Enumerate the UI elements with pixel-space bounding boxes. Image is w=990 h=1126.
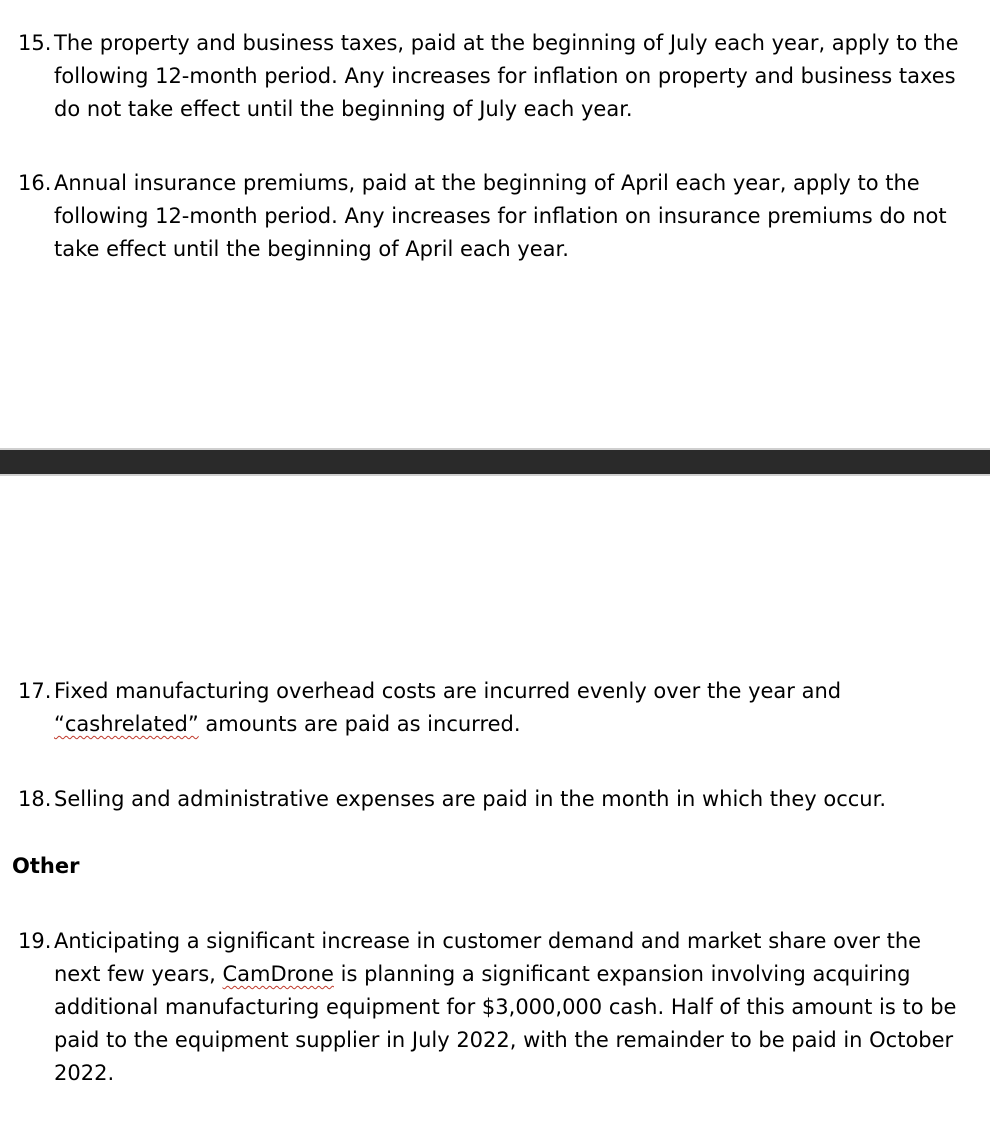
item-text-tail: is planning a significant expansion involving acquiring additional manufacturing equipment for $3,000,000 cash. Half of this amount is to be paid to the equipment supplier in July 2022, with the remainder to be paid in October 2022. — [54, 962, 957, 1085]
item-text-lead: Anticipating a significant increase in customer demand and market share over the next few years, — [54, 929, 922, 986]
list-item-17 — [18, 675, 968, 741]
item-text — [54, 675, 968, 741]
item-text: Annual insurance premiums, paid at the beginning of April each year, apply to the following 12-month period. Any increases for inflation on insurance premiums do not take effect until the beginning of April each year. — [54, 171, 947, 261]
list-item-15 — [18, 27, 968, 126]
item-text: Selling and administrative expenses are paid in the month in which they occur. — [54, 787, 887, 811]
item-text-tail: amounts are paid as incurred. — [198, 712, 521, 736]
item-number: 18. — [18, 787, 52, 811]
item-text-lead: Fixed manufacturing overhead costs are incurred evenly over the year and — [54, 679, 842, 703]
item-number: 19. — [18, 929, 52, 953]
page-break-band — [0, 448, 990, 476]
section-heading-other: Other — [12, 854, 80, 878]
spellcheck-flagged-word[interactable]: “cashrelated” — [54, 712, 199, 736]
list-item-18 — [18, 783, 968, 816]
item-number: 15. — [18, 31, 52, 55]
list-item-16 — [18, 167, 968, 266]
spellcheck-flagged-word[interactable]: CamDrone — [222, 962, 334, 986]
item-number: 16. — [18, 171, 52, 195]
item-text: The property and business taxes, paid at the beginning of July each year, apply to the following 12-month period. Any increases for inflation on property and business taxes do not take effect until the beginning of July each year. — [54, 31, 959, 121]
list-item-19 — [18, 925, 968, 1090]
item-text — [54, 925, 968, 1090]
item-number: 17. — [18, 679, 52, 703]
